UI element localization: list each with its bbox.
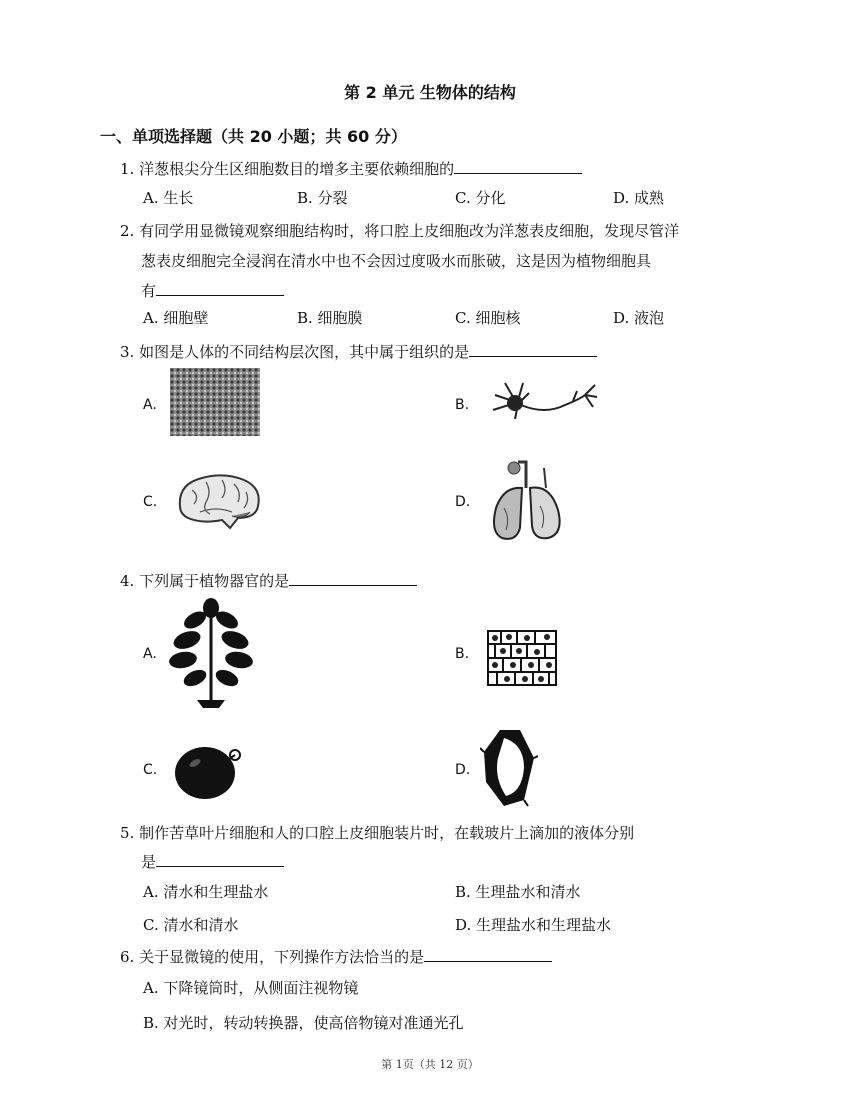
answer-blank[interactable] (289, 569, 417, 586)
question-2-line-3 (141, 276, 284, 306)
fruit-image (173, 741, 245, 801)
answer-blank[interactable] (424, 945, 552, 962)
option-a[interactable]: A. 清水和生理盐水 (143, 883, 269, 901)
option-a[interactable]: A. 下降镜筒时，从侧面注视物镜 (143, 979, 359, 997)
option-c[interactable]: C. 细胞核 (455, 309, 521, 327)
option-d[interactable]: D. 液泡 (613, 309, 665, 327)
page-title: 第 2 单元 生物体的结构 (344, 83, 516, 102)
page-footer: 第 1页（共 12 页） (381, 1058, 479, 1071)
question-4-text: 4. 下列属于植物器官的是 (120, 572, 290, 590)
option-c-label[interactable]: C. (143, 494, 158, 510)
answer-blank[interactable] (156, 279, 284, 296)
answer-blank[interactable] (156, 850, 284, 867)
tissue-image (170, 368, 260, 436)
question-5-line-2 (141, 847, 284, 877)
question-1-text: 1. 洋葱根尖分生区细胞数目的增多主要依赖细胞的 (120, 160, 455, 178)
question-2-line-3-text: 有 (141, 282, 157, 300)
question-6-text: 6. 关于显微镜的使用，下列操作方法恰当的是 (120, 948, 425, 966)
plant-image (165, 596, 257, 710)
question-5-line-2-text: 是 (141, 853, 157, 871)
option-c[interactable]: C. 分化 (455, 189, 506, 207)
cell-image (480, 728, 538, 808)
question-2-line-1: 2. 有同学用显微镜观察细胞结构时，将口腔上皮细胞改为洋葱表皮细胞，发现尽管洋 (120, 222, 680, 240)
plant-cells-image (487, 630, 557, 686)
option-c-label[interactable]: C. (143, 762, 158, 778)
answer-blank[interactable] (454, 157, 582, 174)
neuron-image (485, 375, 603, 433)
answer-blank[interactable] (469, 340, 597, 357)
option-b[interactable]: B. 对光时，转动转换器，使高倍物镜对准通光孔 (143, 1014, 464, 1032)
option-b[interactable]: B. 分裂 (297, 189, 348, 207)
option-d-label[interactable]: D. (455, 494, 471, 510)
option-d[interactable]: D. 成熟 (613, 189, 665, 207)
question-5-line-1: 5. 制作苦草叶片细胞和人的口腔上皮细胞装片时，在载玻片上滴加的液体分别 (120, 824, 635, 842)
option-a-label[interactable]: A. (143, 397, 157, 413)
option-d[interactable]: D. 生理盐水和生理盐水 (455, 916, 612, 934)
section-heading: 一、单项选择题（共 20 小题；共 60 分） (100, 127, 407, 146)
option-b-label[interactable]: B. (455, 646, 470, 662)
brain-image (172, 470, 264, 532)
option-d-label[interactable]: D. (455, 762, 471, 778)
question-4 (120, 566, 417, 596)
option-b[interactable]: B. 细胞膜 (297, 309, 363, 327)
question-3-text: 3. 如图是人体的不同结构层次图，其中属于组织的是 (120, 343, 470, 361)
question-2-line-2: 葱表皮细胞完全浸润在清水中也不会因过度吸水而胀破，这是因为植物细胞具 (141, 252, 652, 270)
option-b[interactable]: B. 生理盐水和清水 (455, 883, 581, 901)
option-a[interactable]: A. 生长 (143, 189, 194, 207)
option-a[interactable]: A. 细胞壁 (143, 309, 209, 327)
option-a-label[interactable]: A. (143, 646, 157, 662)
question-6 (120, 942, 552, 972)
option-c[interactable]: C. 清水和清水 (143, 916, 239, 934)
option-b-label[interactable]: B. (455, 397, 470, 413)
question-3 (120, 337, 597, 367)
lungs-image (486, 458, 566, 544)
question-1 (120, 154, 582, 184)
